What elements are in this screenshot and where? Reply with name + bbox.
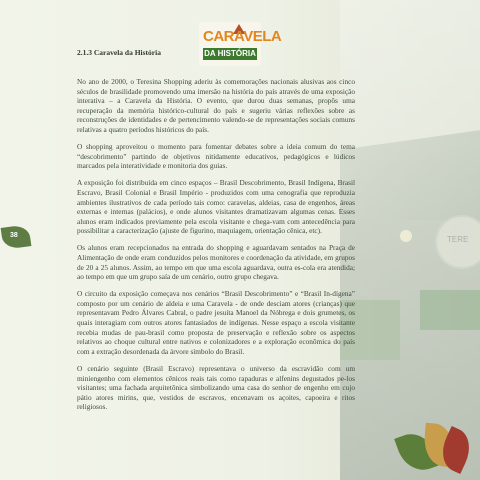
logo-bottom-text: DA HISTÓRIA <box>204 49 256 58</box>
photo-green-banner <box>420 290 480 330</box>
shopping-photo <box>340 0 480 480</box>
body-text <box>77 77 355 419</box>
page-number: 38 <box>10 232 18 239</box>
paragraph: A exposição foi distribuída em cinco espaços – Brasil Descobrimento, Brasil Indígena, Brasil Escravo, Brasil Colonial e Brasil Império - produzidos com uma cenografia que reproduzia ambientes ilustrativos de cada período tais como: caravelas, aldeias, casa de engenhos, áreas externas e internas (palácios), e onde alunos visitantes dramatizavam algumas cenas. Esses alunos eram indicados previamente pela escola visitante e chega-vam com antecedência para possibilitar a caracterização (ajuste de figurino, maquiagem, orientação cênica, etc). <box>77 178 355 236</box>
photo-sign-text: TERE <box>447 235 469 244</box>
paragraph: O shopping aproveitou o momento para fomentar debates sobre a ideia comum do tema “descobrimento” partindo de objetivos nitidamente educativos, pedagógicos e lúdicos marcados pela interatividade e monitoria dos guias. <box>77 142 355 171</box>
paragraph: No ano de 2000, o Teresina Shopping aderiu às comemorações nacionais alusivas aos cinco séculos de brasilidade promovendo uma imersão na história do país através de uma exposição interativa – a Caravela da História. O evento, que durou duas semanas, propôs uma recuperação da memória histórico-cultural do país e sugeriu várias reflexões sobre as reconstruções de identidades e de pertencimento valendo-se de representações sociais comuns relativas a quatro períodos históricos do país. <box>77 77 355 134</box>
photo-sign <box>435 215 480 269</box>
caravela-logo <box>199 22 282 66</box>
page-number-badge <box>0 226 30 248</box>
paragraph: O cenário seguinte (Brasil Escravo) representava o universo da escravidão com um miniengenho com elementos cênicos reais tais como rapaduras e alfenins degustados pe-los visitantes; uma fachada arquitetônica simbolizando uma casa do senhor de engenho em cujo pátio atores mirins, que, vestidos de escravos, encenavam os açoites, capoeira e ritos religiosos. <box>77 363 355 412</box>
decorative-leaves <box>398 424 473 476</box>
paragraph: O circuito da exposição começava nos cenários “Brasil Descobrimento” e “Brasil In-dígena” composto por um cenário de aldeia e uma Caravela - de onde desciam atores (crianças) que representavam Pedro Álvares Cabral, o padre jesuíta Manoel da Nóbrega e dois grumetes, os quais interagiam com outros atores fantasiados de indígenas. Nesse espaço a escola visitante recebia mudas de pau-brasil como proposta de preservação e reflexão sobre os aspectos relativos ao choque cultural entre nativos e colonizadores e a exploração econômica do país com a extração desordenada da árvore símbolo do Brasil. <box>77 289 355 356</box>
photo-lamp <box>400 230 412 242</box>
logo-top-text: CARAVELA <box>203 28 282 45</box>
paragraph: Os alunos eram recepcionados na entrada do shopping e aguardavam sentados na Praça de Alimentação de onde eram conduzidos pelos monitores e coordenação da atividade, em grupos de 20 a 25 alunos. Assim, ao tempo em que uma escola aguardava, outra es-cola era atendida; ao tempo em que um grupo saía de um cenário, outro grupo chegava. <box>77 243 355 282</box>
section-title: 2.1.3 Caravela da História <box>77 48 161 57</box>
